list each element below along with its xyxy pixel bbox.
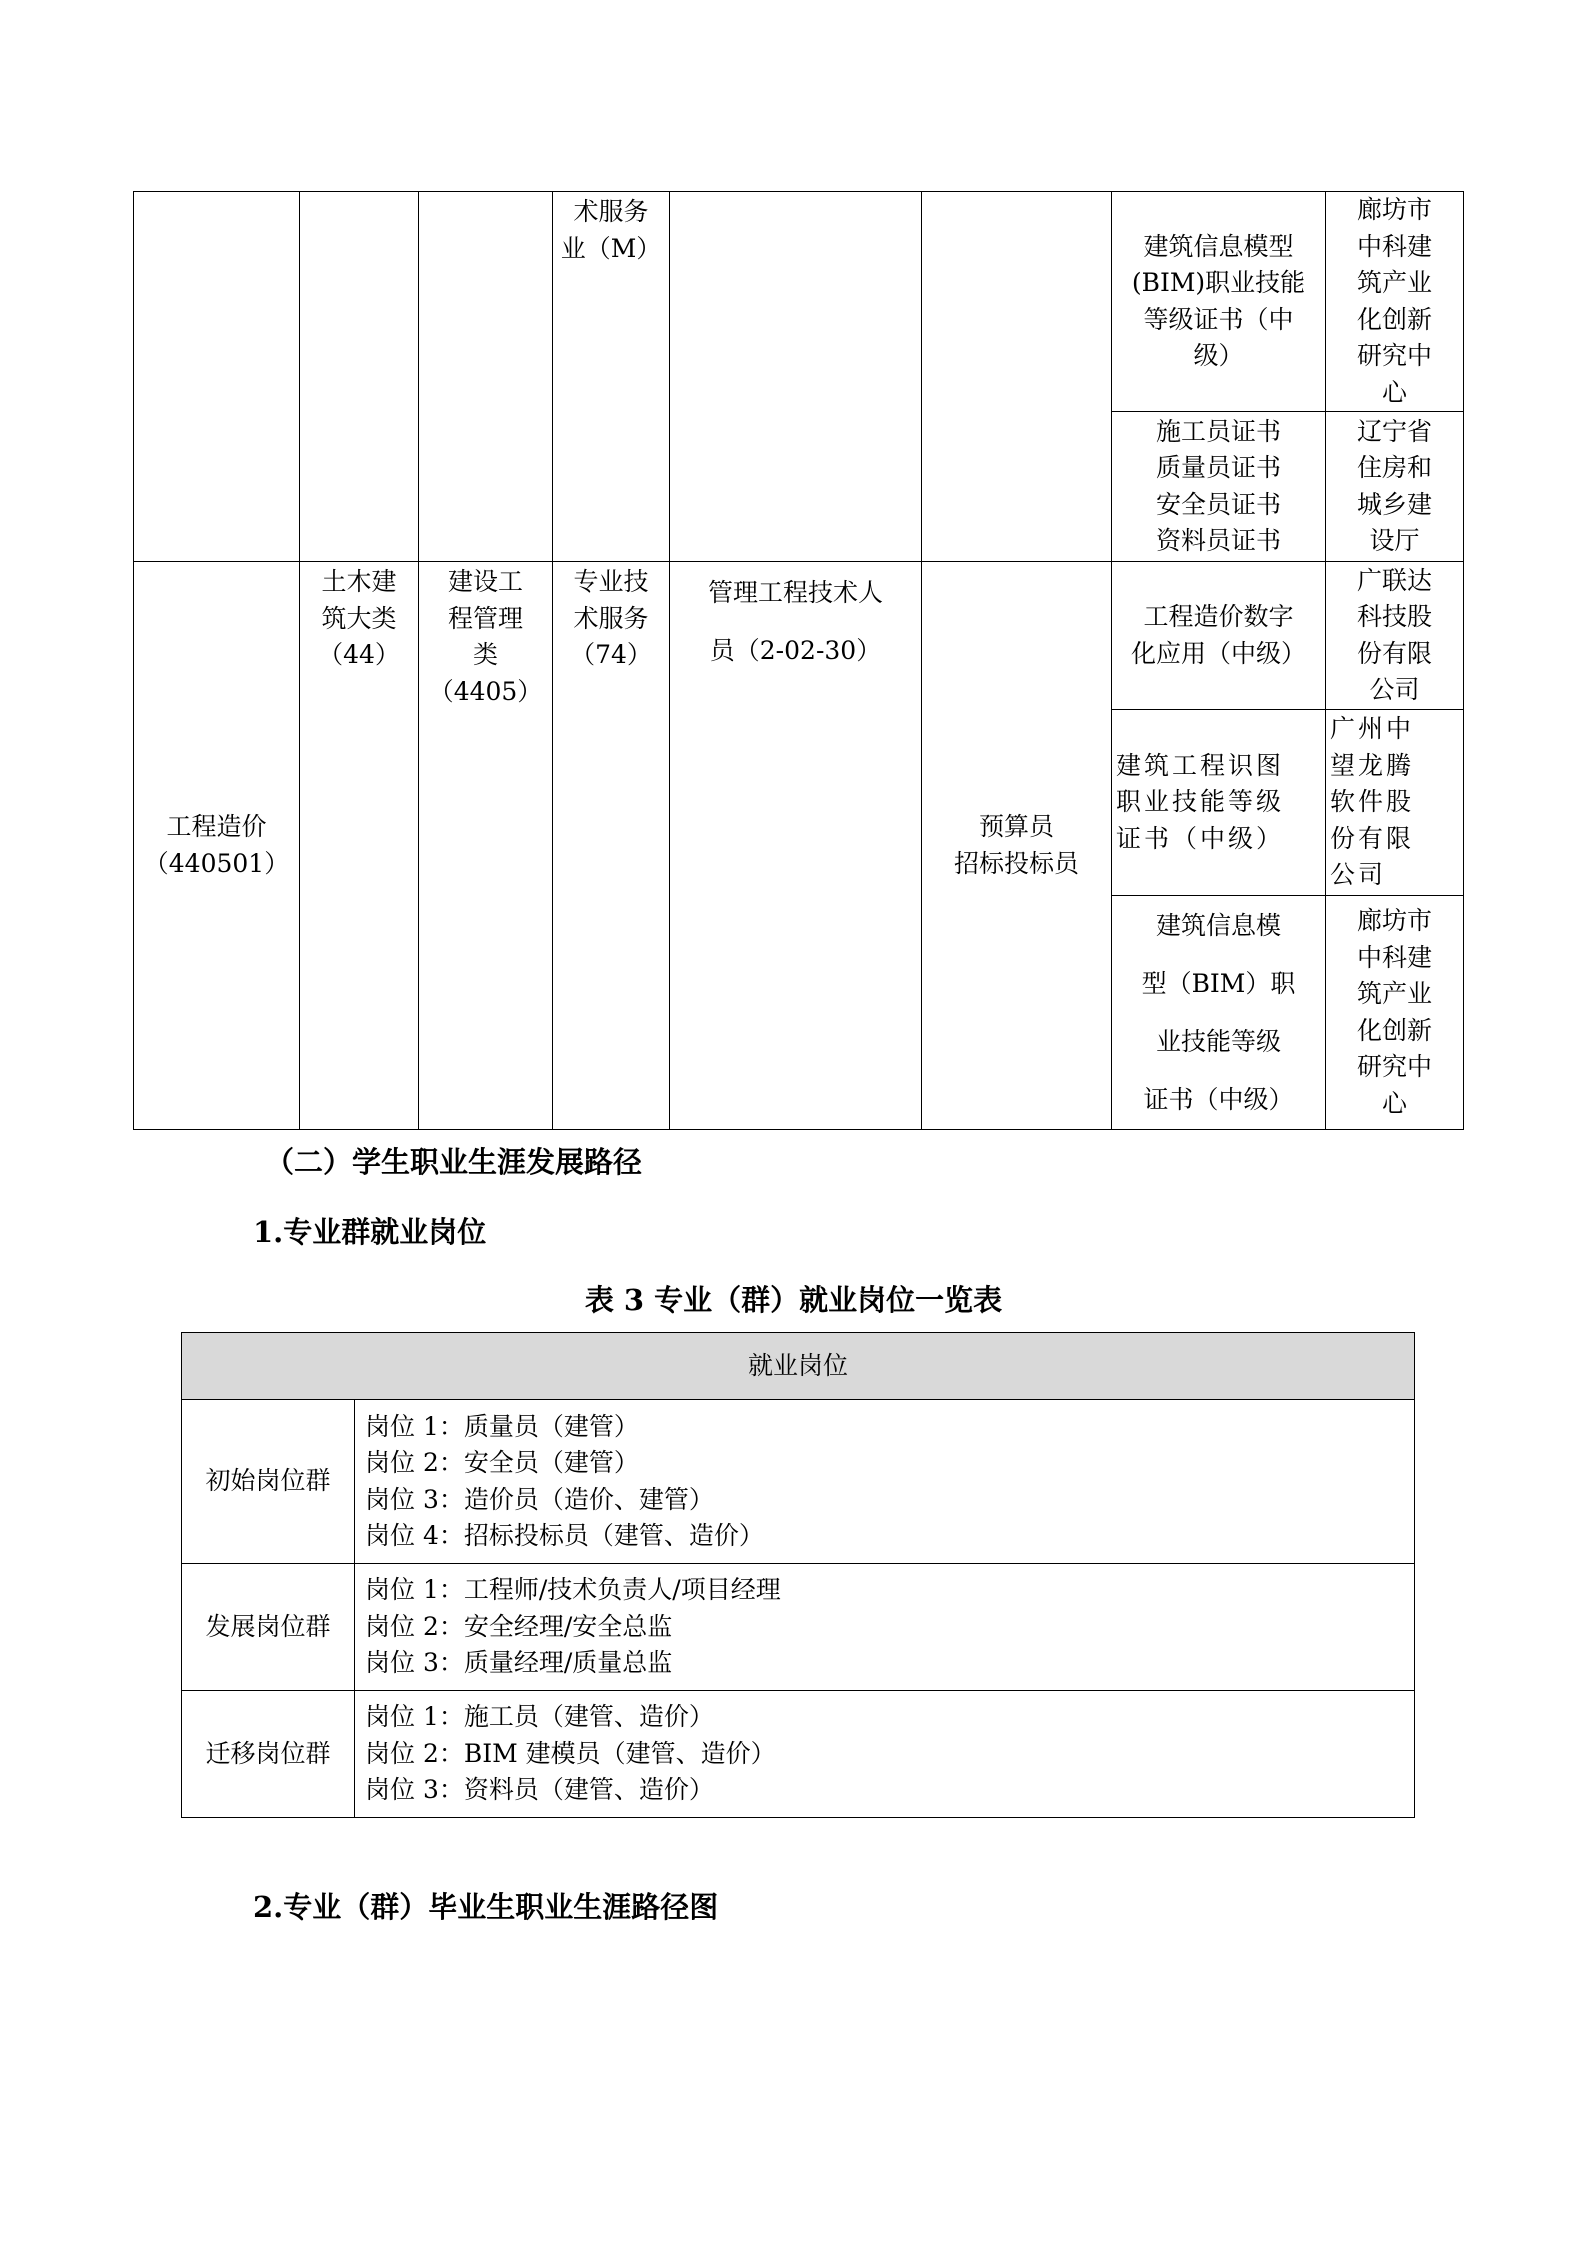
- issuing-org-cell: 广州中 望龙腾 软件股 份有限 公司: [1326, 710, 1464, 896]
- occupation-cell: 管理工程技术人 员（2-02-30）: [670, 562, 922, 1130]
- issuing-org-cell: 广联达 科技股 份有限 公司: [1326, 562, 1464, 710]
- list-item: 岗位 1：施工员（建管、造价）: [365, 1702, 714, 1732]
- list-item: 岗位 2：BIM 建模员（建管、造价）: [365, 1738, 776, 1768]
- major-certificate-table: [133, 191, 1464, 1130]
- subsection-heading: 1.专业群就业岗位: [253, 1215, 487, 1249]
- certificate-cell: 工程造价数字 化应用（中级）: [1112, 562, 1326, 710]
- position-group-name: 迁移岗位群: [182, 1691, 355, 1818]
- table-caption: 表 3 专业（群）就业岗位一览表: [584, 1283, 1003, 1317]
- section-heading: （二）学生职业生涯发展路径: [265, 1145, 643, 1179]
- list-item: 岗位 2：安全员（建管）: [365, 1448, 639, 1477]
- certificate-cell: 施工员证书 质量员证书 安全员证书 资料员证书: [1112, 412, 1326, 562]
- list-item: 岗位 4：招标投标员（建管、造价）: [365, 1521, 764, 1550]
- list-item: 岗位 3：造价员（造价、建管）: [365, 1484, 714, 1514]
- major-cell: 工程造价 （440501）: [134, 562, 300, 1130]
- positions-cell: 预算员 招标投标员: [922, 562, 1112, 1130]
- cell-empty: [300, 192, 419, 562]
- list-item: 岗位 1：工程师/技术负责人/项目经理: [365, 1575, 781, 1605]
- issuing-org-cell: 廊坊市 中科建 筑产业 化创新 研究中 心: [1326, 896, 1464, 1130]
- list-item: 岗位 2：安全经理/安全总监: [365, 1611, 673, 1641]
- list-item: 岗位 1：质量员（建管）: [365, 1411, 639, 1441]
- position-group-items: [355, 1691, 1415, 1818]
- subsection-heading: 2.专业（群）毕业生职业生涯路径图: [253, 1890, 719, 1924]
- table-header-cell: 就业岗位: [182, 1333, 1415, 1400]
- position-group-name: 初始岗位群: [182, 1400, 355, 1564]
- cell-empty: [134, 192, 300, 562]
- industry-cell: 专业技 术服务 （74）: [553, 562, 670, 1130]
- cell-empty: [419, 192, 553, 562]
- list-item: 岗位 3：资料员（建管、造价）: [365, 1775, 714, 1805]
- subcategory-cell: 建设工 程管理 类 （4405）: [419, 562, 553, 1130]
- certificate-cell: 建筑信息模型 (BIM)职业技能 等级证书（中 级）: [1112, 192, 1326, 412]
- cell-empty: [922, 192, 1112, 562]
- issuing-org-cell: 辽宁省 住房和 城乡建 设厅: [1326, 412, 1464, 562]
- issuing-org-cell: 廊坊市 中科建 筑产业 化创新 研究中 心: [1326, 192, 1464, 412]
- position-group-items: [355, 1400, 1415, 1564]
- certificate-cell: 建筑信息模 型（BIM）职 业技能等级 证书（中级）: [1112, 896, 1326, 1130]
- list-item: 岗位 3：质量经理/质量总监: [365, 1648, 673, 1678]
- position-group-items: [355, 1564, 1415, 1691]
- category-cell: 土木建 筑大类 （44）: [300, 562, 419, 1130]
- employment-positions-table: [181, 1332, 1415, 1818]
- position-group-name: 发展岗位群: [182, 1564, 355, 1691]
- cell-empty: [670, 192, 922, 562]
- certificate-cell: 建筑工程识图 职业技能等级 证书（中级）: [1112, 710, 1326, 896]
- industry-cont-cell: 术服务 业（M）: [553, 192, 670, 562]
